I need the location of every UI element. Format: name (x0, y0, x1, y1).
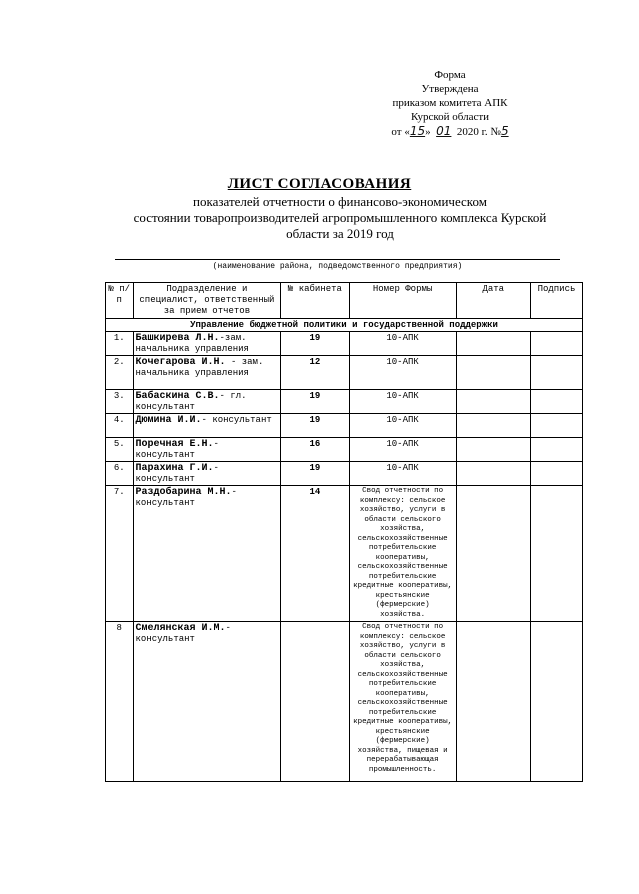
row-name: Дюмина И.И. (135, 415, 202, 426)
row-role: - гл. консультант (135, 391, 247, 412)
row-room (281, 622, 349, 782)
table-row (106, 486, 583, 622)
row-form: 10-АПК (349, 438, 456, 462)
row-date[interactable] (456, 486, 530, 622)
row-num: 1. (106, 332, 134, 356)
row-name: Смелянская И.М. (135, 623, 226, 634)
table-row (106, 438, 583, 462)
row-name-cell (133, 356, 281, 390)
row-date[interactable] (456, 622, 530, 782)
approval-approved-label: Утверждена (421, 83, 479, 95)
row-name: Кочегарова И.Н. (135, 357, 226, 368)
table-row (106, 622, 583, 782)
row-room: 19 (281, 332, 349, 356)
row-sign[interactable] (530, 332, 582, 356)
header-num: № п/ п (106, 283, 134, 319)
row-name-cell (133, 622, 281, 782)
row-role: - консультант (135, 487, 237, 508)
row-name: Бабаскина С.В. (135, 391, 220, 402)
row-role: - консультант (135, 439, 219, 460)
row-name-cell (133, 462, 281, 486)
date-month: 01 (436, 124, 452, 138)
row-name: Парахина Г.И. (135, 463, 214, 474)
row-form: Свод отчетности по комплексу: сельское хозяйство, услуги в области сельского хозяйства, сельскохозяйственные потребительские кооперативы, сельскохозяйственные потребительские кредитные кооперативы, крестьянские (фермерские) хозяйства, пищевая и перерабатывающая промышленность. (349, 622, 456, 782)
table-header-row (106, 283, 583, 319)
date-day: 15 (409, 124, 426, 138)
row-role: -зам. начальника управления (135, 333, 249, 354)
date-prefix: от « (391, 126, 410, 138)
header-sign: Подпись (530, 283, 582, 319)
header-form: Номер Формы (349, 283, 456, 319)
section-row (106, 319, 583, 332)
row-name-cell (133, 438, 281, 462)
row-num: 2. (106, 356, 134, 390)
row-sign[interactable] (530, 622, 582, 782)
row-name-cell (133, 486, 281, 622)
approval-region-label: Курской области (410, 111, 490, 123)
district-name-rule (115, 259, 560, 260)
row-name-cell (133, 414, 281, 438)
row-room: 19 (281, 462, 349, 486)
header-date: Дата (456, 283, 530, 319)
row-room: 19 (281, 390, 349, 414)
row-form: 10-АПК (349, 356, 456, 390)
row-date[interactable] (456, 462, 530, 486)
row-form: 10-АПК (349, 414, 456, 438)
row-num: 5. (106, 438, 134, 462)
approval-table (105, 282, 583, 782)
table-row (106, 462, 583, 486)
row-form: Свод отчетности по комплексу: сельское хозяйство, услуги в области сельского хозяйства, сельскохозяйственные потребительские кооперативы, сельскохозяйственные потребительские кредитные кооперативы, крестьянские (фермерские) хозяйства. (349, 486, 456, 622)
row-date[interactable] (456, 332, 530, 356)
row-name: Поречная Е.Н. (135, 439, 214, 450)
row-name-cell (133, 390, 281, 414)
table-row (106, 332, 583, 356)
subtitle-line-3: области за 2019 год (286, 226, 394, 241)
row-form: 10-АПК (349, 462, 456, 486)
row-num: 6. (106, 462, 134, 486)
row-sign[interactable] (530, 486, 582, 622)
row-num: 7. (106, 486, 134, 622)
row-role: - консультант (135, 623, 231, 644)
approval-order-label: приказом комитета АПК (392, 97, 508, 109)
header-room: № кабинета (281, 283, 349, 319)
section-title: Управление бюджетной политики и государственной поддержки (106, 319, 583, 332)
row-role: - консультант (201, 415, 272, 425)
row-sign[interactable] (530, 414, 582, 438)
row-name: Башкирева Л.Н. (135, 333, 220, 344)
row-sign[interactable] (530, 438, 582, 462)
row-name-cell (133, 332, 281, 356)
date-mid: » (425, 126, 431, 138)
document-subtitle (90, 194, 590, 242)
row-sign[interactable] (530, 356, 582, 390)
row-role: - зам. начальника управления (135, 357, 264, 378)
date-year: 2020 г. № (456, 126, 501, 138)
approval-form-label: Форма (434, 69, 466, 81)
row-form: 10-АПК (349, 390, 456, 414)
document-title: ЛИСТ СОГЛАСОВАНИЯ (227, 176, 412, 192)
approval-date-line (340, 124, 560, 139)
date-number: 5 (500, 124, 509, 138)
row-form: 10-АПК (349, 332, 456, 356)
approval-block (340, 68, 560, 139)
row-date[interactable] (456, 438, 530, 462)
row-date[interactable] (456, 390, 530, 414)
row-num: 3. (106, 390, 134, 414)
row-num: 4. (106, 414, 134, 438)
table-row (106, 414, 583, 438)
row-name: Раздобарина М.Н. (135, 487, 232, 498)
subtitle-line-2: состоянии товаропроизводителей агропромышленного комплекса Курской (133, 210, 547, 225)
row-sign[interactable] (530, 462, 582, 486)
row-sign[interactable] (530, 390, 582, 414)
row-role: - консультант (135, 463, 219, 484)
row-room: 16 (281, 438, 349, 462)
row-num: 8 (106, 622, 134, 782)
row-date[interactable] (456, 414, 530, 438)
header-name: Подразделение и специалист, ответственный за прием отчетов (133, 283, 281, 319)
row-room: 14 (281, 486, 349, 622)
table-row (106, 356, 583, 390)
table-row (106, 390, 583, 414)
row-date[interactable] (456, 356, 530, 390)
district-name-caption: (наименование района, подведомственного предприятия) (212, 262, 463, 271)
row-room: 12 (281, 356, 349, 390)
subtitle-line-1: показателей отчетности о финансово-экономическом (193, 194, 487, 209)
row-room: 19 (281, 414, 349, 438)
